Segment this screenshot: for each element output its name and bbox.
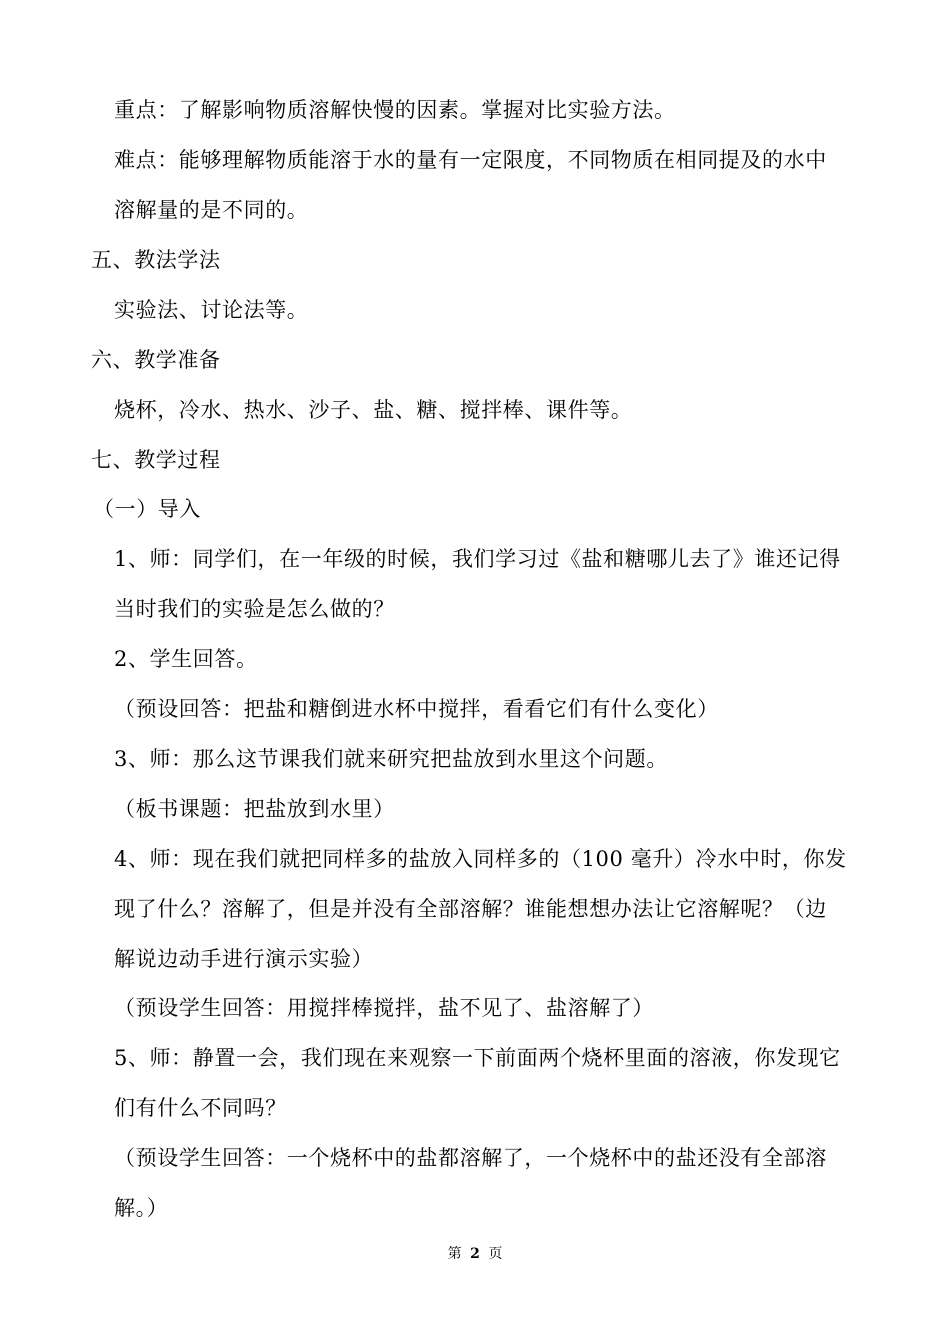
page-footer [0,1244,950,1264]
expected-answer-1: （预设回答：把盐和糖倒进水杯中搅拌，看看它们有什么变化） [114,697,719,721]
page-number: 2 [470,1246,480,1262]
step-2-line: 2、学生回答。 [114,647,258,671]
difficulty-line: 难点：能够理解物质能溶于水的量有一定限度，不同物质在相同提及的水中 [114,148,827,172]
difficulty-line-cont: 溶解量的是不同的。 [114,198,309,222]
step-1-line-cont: 当时我们的实验是怎么做的？ [114,597,395,621]
step-5-line: 5、师：静置一会，我们现在来观察一下前面两个烧杯里面的溶液，你发现它 [114,1046,841,1070]
section-heading-process: 七、教学过程 [91,448,221,472]
subsection-heading-intro: （一）导入 [93,497,201,521]
step-1-line: 1、师：同学们，在一年级的时候，我们学习过《盐和糖哪儿去了》谁还记得 [114,547,841,571]
blackboard-title: （板书课题：把盐放到水里） [114,797,395,821]
step-4-line: 4、师：现在我们就把同样多的盐放入同样多的（100 毫升）冷水中时，你发 [114,847,847,871]
key-points-line: 重点：了解影响物质溶解快慢的因素。掌握对比实验方法。 [114,98,676,122]
page-footer-prefix: 第 [447,1246,462,1262]
step-3-line: 3、师：那么这节课我们就来研究把盐放到水里这个问题。 [114,747,668,771]
expected-answer-3-cont: 解。） [114,1196,169,1220]
section-heading-methods: 五、教法学法 [91,248,221,272]
page-footer-suffix: 页 [488,1246,503,1262]
expected-answer-2: （预设学生回答：用搅拌棒搅拌，盐不见了、盐溶解了） [114,996,654,1020]
expected-answer-3: （预设学生回答：一个烧杯中的盐都溶解了，一个烧杯中的盐还没有全部溶 [114,1146,827,1170]
step-4-line-cont-2: 解说边动手进行演示实验） [114,947,374,971]
section-heading-preparation: 六、教学准备 [91,348,221,372]
methods-text: 实验法、讨论法等。 [114,298,309,322]
step-4-line-cont: 现了什么？溶解了，但是并没有全部溶解？谁能想想办法让它溶解呢？（边 [114,897,827,921]
preparation-text: 烧杯，冷水、热水、沙子、盐、糖、搅拌棒、课件等。 [114,398,633,422]
step-5-line-cont: 们有什么不同吗？ [114,1096,287,1120]
